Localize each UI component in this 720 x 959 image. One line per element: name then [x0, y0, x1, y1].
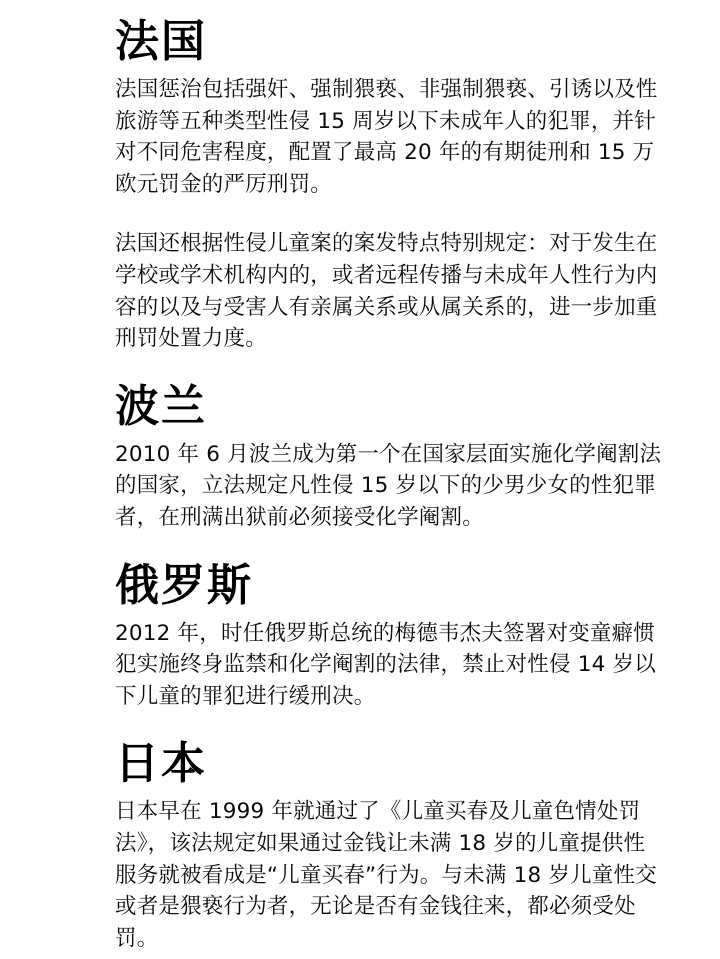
section-heading: 日本	[115, 738, 207, 790]
section-paragraph: 日本早在 1999 年就通过了《儿童买春及儿童色情处罚法》，该法规定如果通过金钱让未满 18 岁的儿童提供性服务就被看成是“儿童买春”行为。与未满 18 岁儿童性交或者是猥亵行为者，无论是否有金钱往来，都必须受处罚。	[115, 799, 657, 951]
section-heading: 法国	[115, 16, 207, 67]
section-paragraph: 法国惩治包括强奸、强制猥亵、非强制猥亵、引诱以及性旅游等五种类型性侵 15 周岁以下未成年人的犯罪，并针对不同危害程度，配置了最高 20 年的有期徒刑和 15 万欧元罚金的严厉刑罚。	[115, 77, 658, 197]
section-paragraph: 法国还根据性侵儿童案的案发特点特别规定：对于发生在学校或学术机构内的，或者远程传播与未成年人性行为内容的以及与受害人有亲属关系或从属关系的，进一步加重刑罚处置力度。	[115, 231, 658, 352]
section-paragraph: 2010 年 6 月波兰成为第一个在国家层面实施化学阉割法的国家，立法规定凡性侵 15 岁以下的少男少女的性犯罪者，在刑满出狱前必须接受化学阉割。	[115, 441, 662, 530]
section-japan	[115, 736, 662, 954]
section-russia	[115, 558, 662, 713]
section-poland	[115, 379, 662, 534]
section-france	[115, 14, 662, 355]
section-heading: 俄罗斯	[115, 559, 253, 611]
section-heading: 波兰	[115, 380, 207, 432]
section-paragraph: 2012 年，时任俄罗斯总统的梅德韦杰夫签署对变童癖惯犯实施终身监禁和化学阉割的法律，禁止对性侵 14 岁以下儿童的罪犯进行缓刑决。	[115, 620, 656, 709]
